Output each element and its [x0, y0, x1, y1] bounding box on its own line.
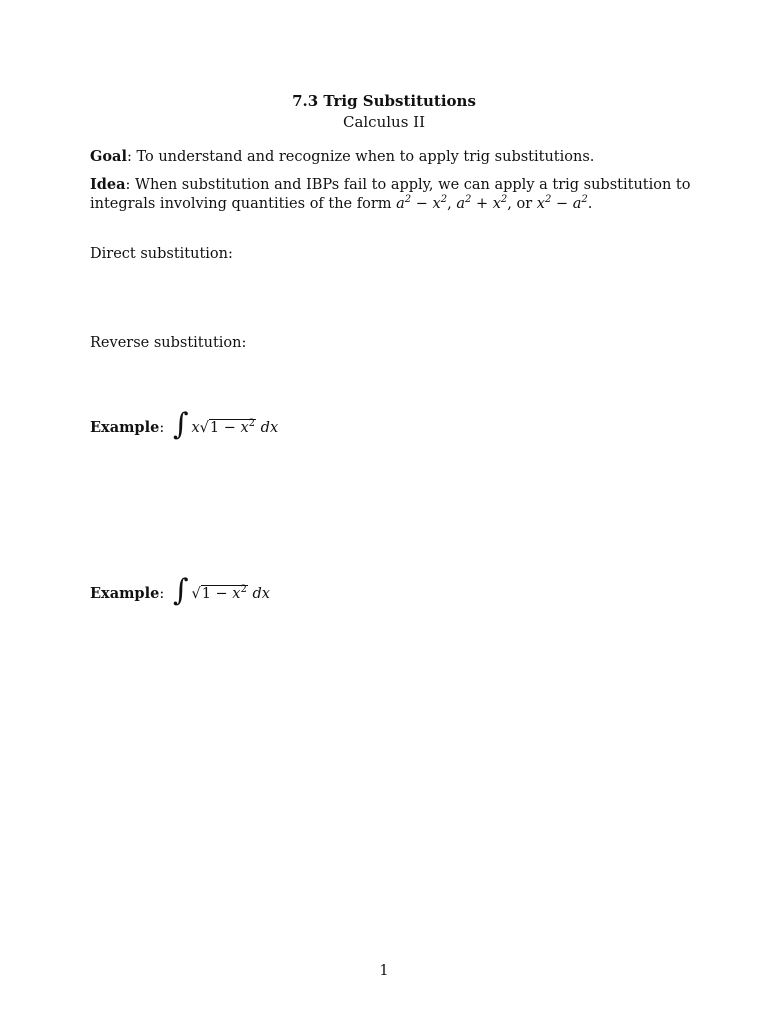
- goal-paragraph: [90, 147, 700, 167]
- example-1: Example: ∫ $x√1 - x^2$ dx: [90, 407, 279, 442]
- differential: dx: [252, 586, 270, 602]
- integrand-prefix: x: [191, 420, 200, 436]
- example-2: Example: ∫ $√1 - x^2$ dx: [90, 573, 270, 608]
- page-number: 1: [379, 963, 389, 979]
- integral-sign: ∫: [172, 407, 189, 442]
- example-label: Example: [90, 585, 160, 602]
- radicand: $1 - x^2$: [201, 584, 247, 602]
- form-a2-plus-x2: $a^2 + x^2$: [456, 194, 508, 212]
- idea-label: Idea: [90, 176, 126, 193]
- differential: dx: [260, 420, 279, 436]
- form-a2-minus-x2: $a^2 - x^2$: [396, 194, 448, 212]
- goal-text: : To understand and recognize when to apply trig substitutions.: [126, 149, 595, 165]
- example-label: Example: [90, 419, 160, 436]
- reverse-substitution-heading: Reverse substitution:: [90, 335, 247, 351]
- sqrt-sign: √: [191, 586, 201, 602]
- idea-text: : When substitution and IBPs fail to apply, we can apply a trig substitution to integrals involving quantities of the form: [90, 177, 691, 212]
- direct-substitution-heading: Direct substitution:: [90, 246, 233, 262]
- form-x2-minus-a2: $x^2 - a^2$: [536, 194, 588, 212]
- idea-paragraph: Idea: When substitution and IBPs fail to apply, we can apply a trig substitution to integrals involving quantities of the form $a^2 - x^2$, $a^2 + x^2$, or $x^2 - a^2$.: [90, 176, 691, 212]
- page-title: 7.3 Trig Substitutions: [292, 92, 476, 110]
- sqrt-sign: √: [199, 420, 209, 436]
- page-subtitle: Calculus II: [342, 113, 426, 131]
- goal-label: Goal: [90, 148, 127, 165]
- integral-sign: ∫: [172, 573, 189, 608]
- radicand: $1 - x^2$: [209, 418, 256, 436]
